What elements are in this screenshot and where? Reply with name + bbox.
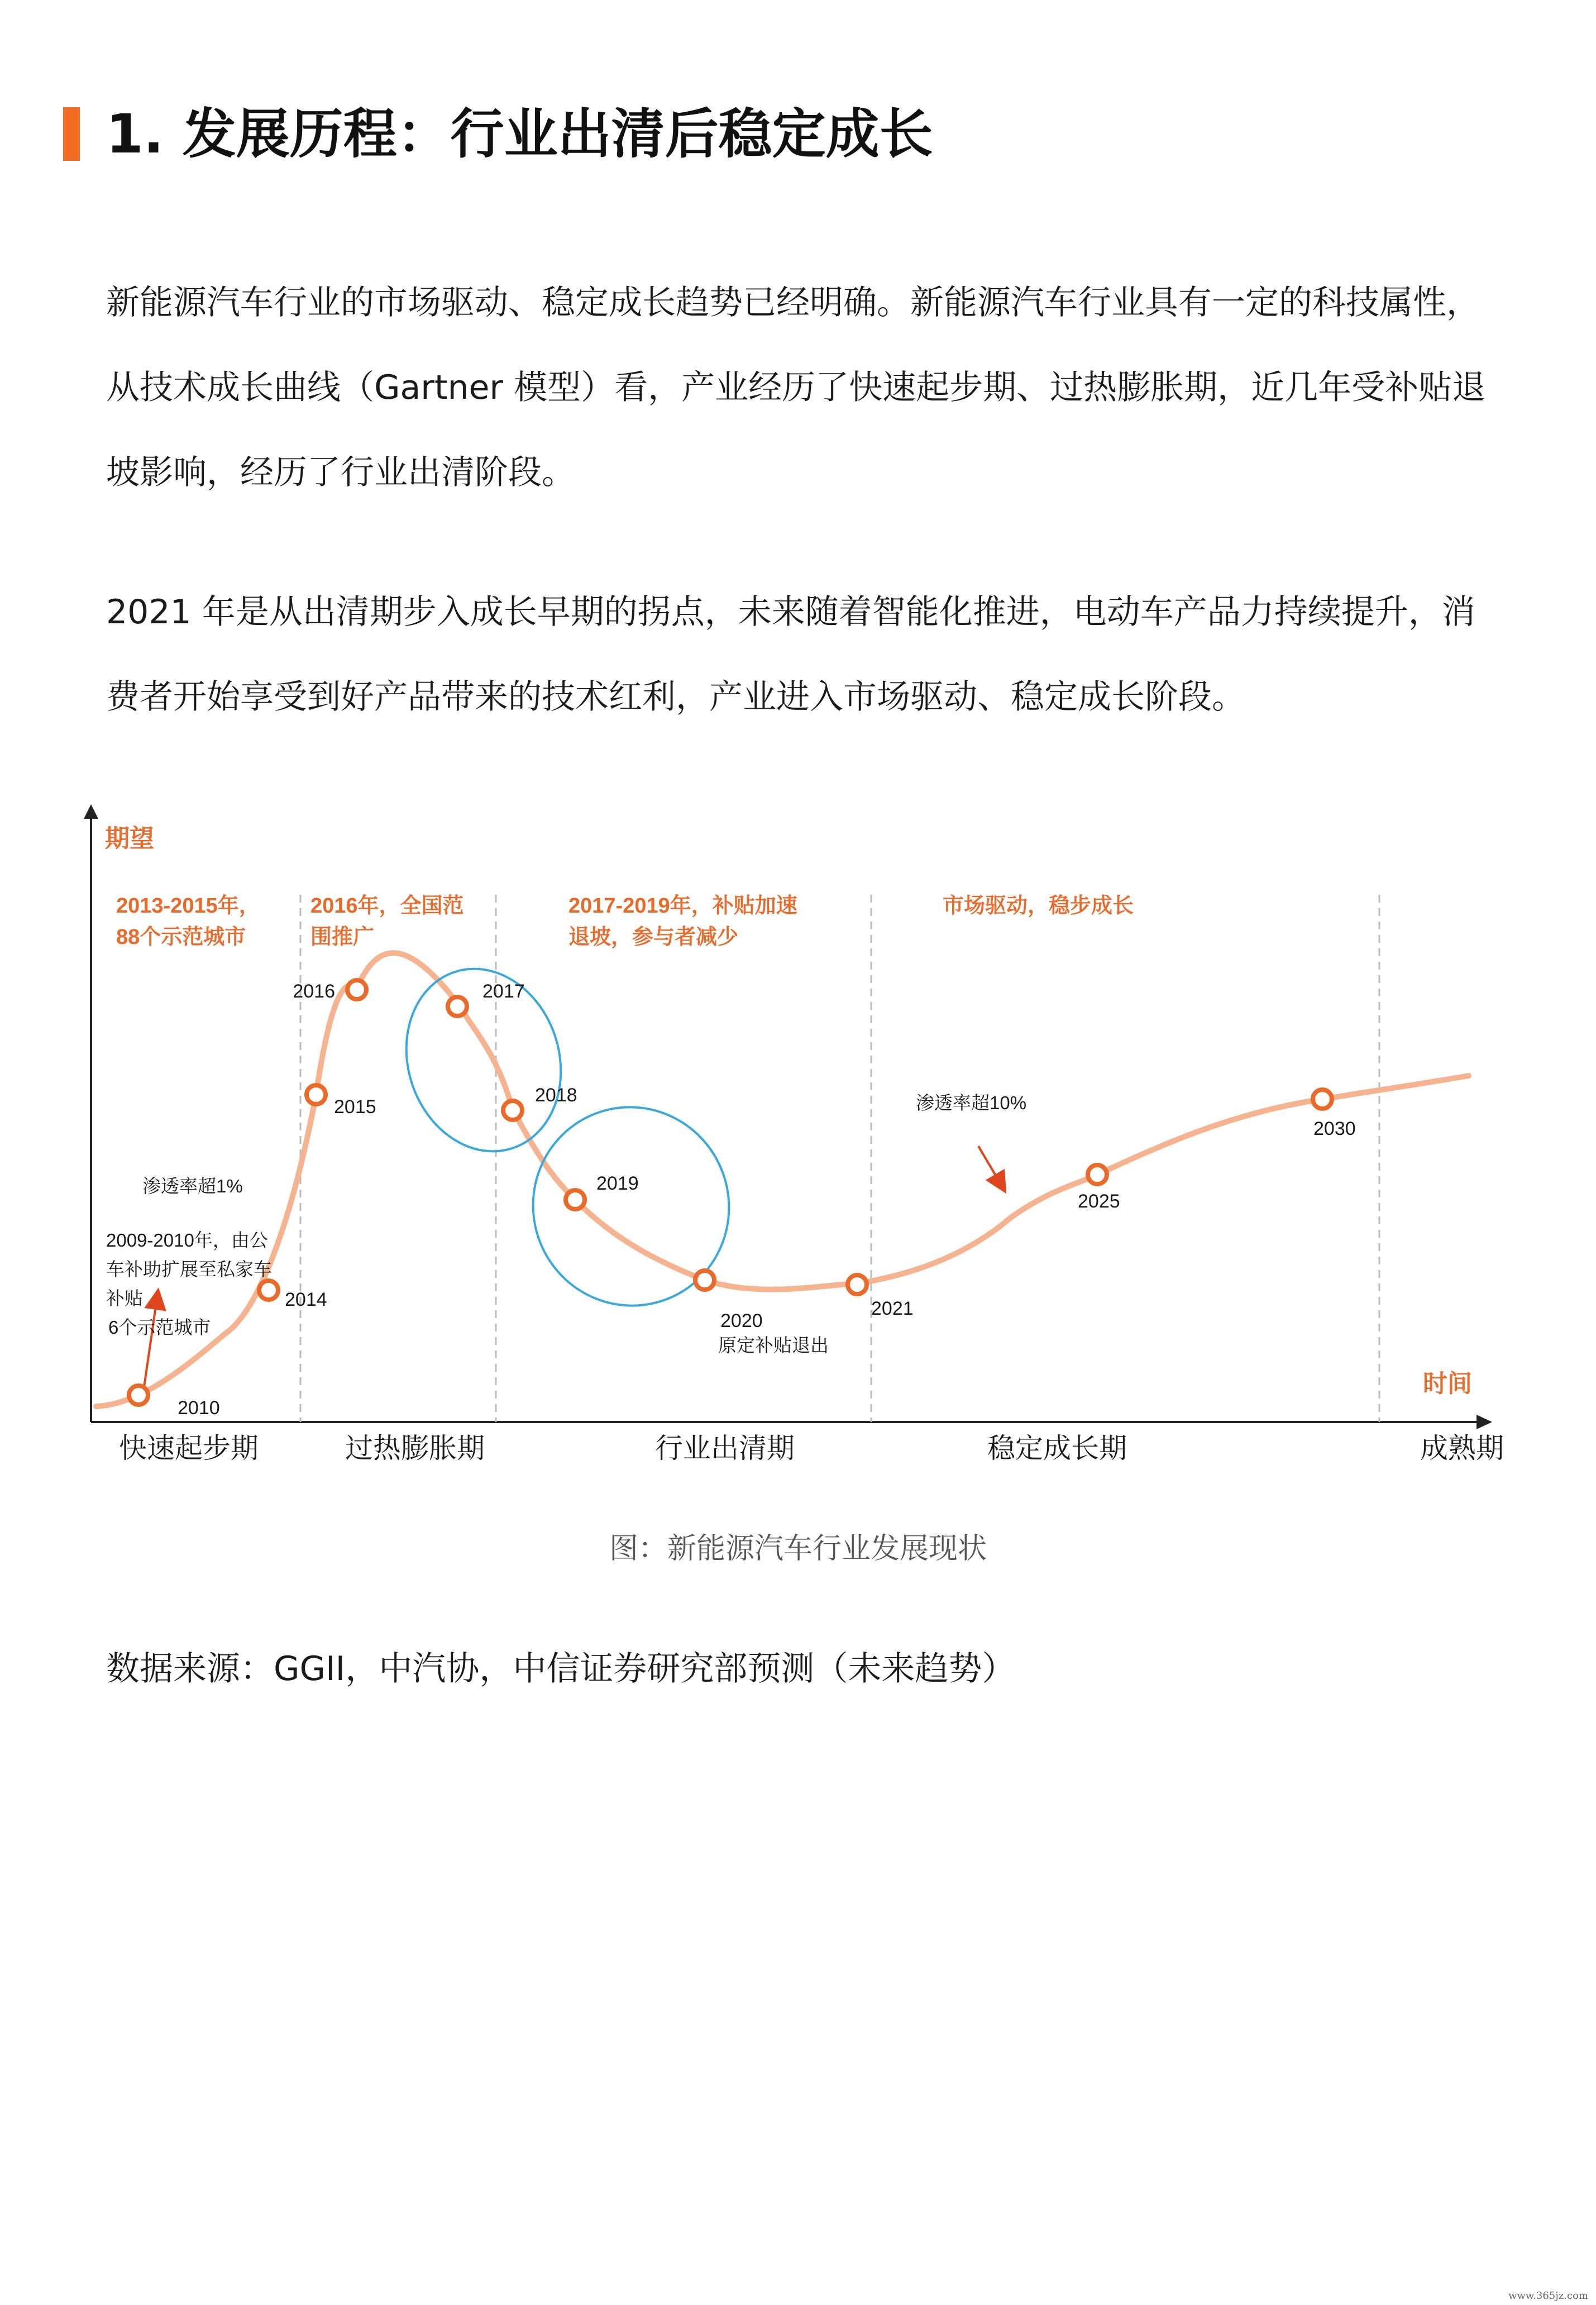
stage-note: 88个示范城市 bbox=[116, 925, 246, 949]
year-label-2015: 2015 bbox=[334, 1096, 376, 1118]
highlight-ellipse bbox=[505, 1080, 757, 1333]
year-label-2020: 2020 bbox=[720, 1310, 763, 1332]
year-label-2018: 2018 bbox=[535, 1085, 577, 1106]
year-label-2010: 2010 bbox=[178, 1397, 220, 1419]
title-accent-bar bbox=[63, 107, 80, 161]
annotation-early: 6个示范城市 bbox=[108, 1317, 211, 1338]
phase-label: 快速起步期 bbox=[119, 1433, 259, 1464]
stage-note: 围推广 bbox=[310, 925, 375, 949]
point-marker-2030 bbox=[1313, 1090, 1332, 1109]
phase-label: 稳定成长期 bbox=[987, 1433, 1127, 1464]
point-marker-2014 bbox=[259, 1281, 278, 1300]
stage-note: 退坡，参与者减少 bbox=[568, 925, 739, 949]
y-axis-label: 期望 bbox=[105, 825, 154, 852]
point-marker-2015 bbox=[307, 1085, 326, 1104]
point-marker-2020 bbox=[695, 1271, 714, 1290]
phase-label: 过热膨胀期 bbox=[345, 1433, 485, 1464]
point-marker-2018 bbox=[503, 1101, 522, 1120]
year-label-2014: 2014 bbox=[285, 1289, 327, 1310]
x-axis-label: 时间 bbox=[1423, 1370, 1472, 1397]
point-marker-2017 bbox=[448, 997, 467, 1016]
annotation-early: 车补助扩展至私家车 bbox=[106, 1259, 272, 1280]
x-axis-arrow-icon bbox=[1476, 1415, 1492, 1429]
year-label-2025: 2025 bbox=[1078, 1191, 1120, 1212]
year-label-2017: 2017 bbox=[482, 981, 525, 1002]
point-marker-2025 bbox=[1088, 1165, 1107, 1184]
annotation-arrow-icon bbox=[978, 1146, 1001, 1184]
section-title: 1. 发展历程：行业出清后稳定成长 bbox=[106, 103, 933, 165]
phase-label: 成熟期 bbox=[1420, 1433, 1504, 1464]
paragraph-1: 新能源汽车行业的市场驱动、稳定成长趋势已经明确。新能源汽车行业具有一定的科技属性，从技术成长曲线（Gartner 模型）看，产业经历了快速起步期、过热膨胀期，近几年受补贴退坡影响，经历了行业出清阶段。 bbox=[106, 283, 1486, 492]
point-marker-2016 bbox=[347, 980, 366, 999]
annotation-early: 2009-2010年，由公 bbox=[106, 1230, 268, 1251]
annotation-early: 补贴 bbox=[106, 1288, 143, 1309]
annotation-arrow-icon bbox=[144, 1299, 157, 1391]
annotation-penetration-1: 渗透率超1% bbox=[142, 1176, 243, 1196]
annotation-penetration-10: 渗透率超10% bbox=[916, 1092, 1027, 1113]
point-marker-2019 bbox=[566, 1190, 585, 1209]
y-axis-arrow-icon bbox=[84, 804, 98, 819]
year-label-2021: 2021 bbox=[871, 1298, 914, 1319]
figure-caption: 图：新能源汽车行业发展现状 bbox=[609, 1532, 987, 1566]
annotation-subsidy-exit: 原定补贴退出 bbox=[718, 1335, 829, 1356]
paragraph-2: 2021 年是从出清期步入成长早期的拐点，未来随着智能化推进，电动车产品力持续提升，消费者开始享受到好产品带来的技术红利，产业进入市场驱动、稳定成长阶段。 bbox=[106, 593, 1475, 717]
stage-note: 2013-2015年， bbox=[116, 894, 260, 918]
year-label-2019: 2019 bbox=[596, 1173, 639, 1194]
stage-note: 2017-2019年，补贴加速 bbox=[568, 894, 797, 918]
year-label-2030: 2030 bbox=[1313, 1118, 1356, 1139]
gartner-chart bbox=[0, 793, 1596, 1497]
phase-label: 行业出清期 bbox=[655, 1433, 795, 1464]
data-source: 数据来源：GGII，中汽协，中信证券研究部预测（未来趋势） bbox=[106, 1649, 1016, 1688]
point-marker-2010 bbox=[129, 1386, 148, 1405]
stage-note: 2016年，全国范 bbox=[310, 894, 464, 918]
point-marker-2021 bbox=[848, 1275, 867, 1294]
year-label-2016: 2016 bbox=[293, 981, 335, 1002]
watermark: www.365jz.com bbox=[1508, 2290, 1588, 2302]
stage-note: 市场驱动，稳步成长 bbox=[943, 894, 1134, 918]
